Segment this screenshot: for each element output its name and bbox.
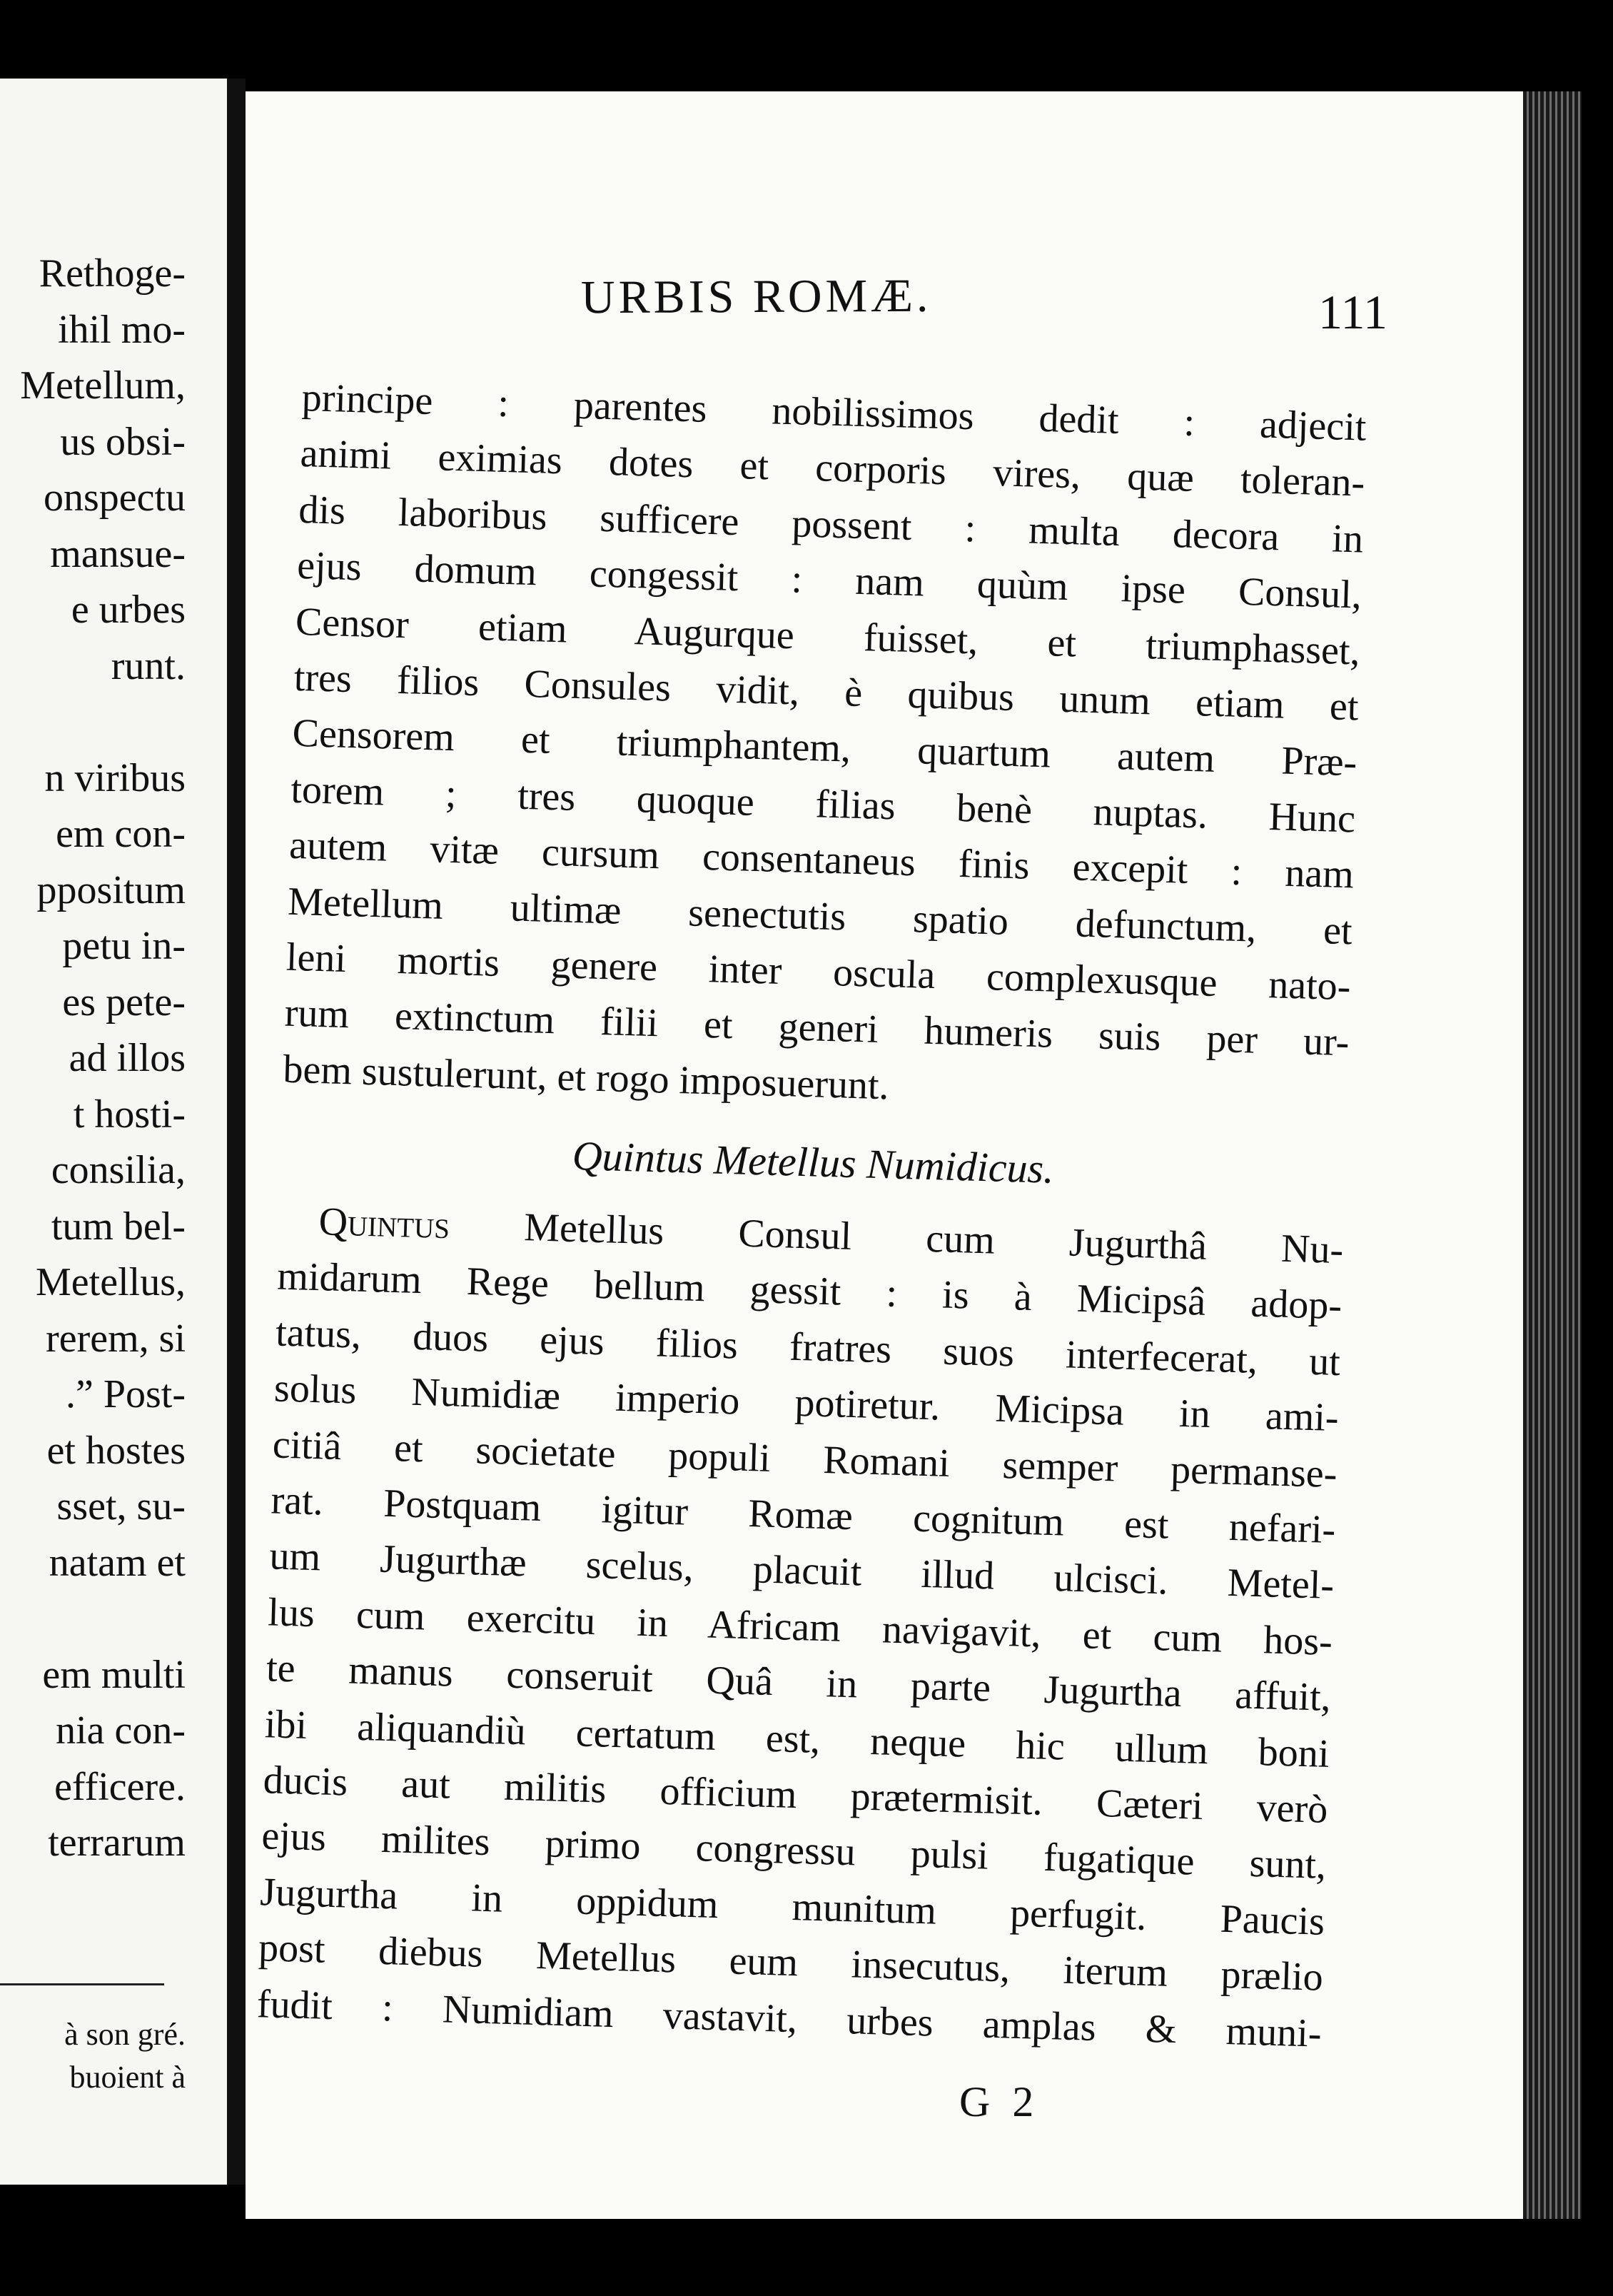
text-line: runt. (111, 643, 186, 688)
text-line: autem vitæ cursum consentaneus finis excepit : nam (288, 822, 1355, 897)
text-line: dis laboribus sufficere possent : multa decora in (298, 487, 1364, 562)
current-page (246, 91, 1523, 2219)
text-line: consilia, (51, 1148, 186, 1192)
text-line: em con- (56, 812, 186, 856)
text-line: efficere. (54, 1764, 186, 1809)
text-line (0, 694, 186, 750)
text-line: t hosti- (73, 1092, 186, 1137)
text-line: um Jugurthæ scelus, placuit illud ulcisci. Metel- (268, 1534, 1335, 1608)
text-line: citiâ et societate populi Romani semper permanse- (272, 1422, 1338, 1496)
text-line: sset, su- (56, 1484, 186, 1529)
page-body (256, 370, 1367, 2062)
text-line: midarum Rege bellum gessit : is à Micipsâ adop- (276, 1254, 1343, 1329)
text-line: principe : parentes nobilissimos dedit : adjecit (301, 375, 1367, 450)
text-line: et hostes (46, 1428, 186, 1473)
text-line: leni mortis genere inter oscula complexusque nato- (285, 935, 1352, 1009)
paragraph-1 (283, 370, 1367, 1127)
text-line: us obsi- (60, 419, 186, 464)
text-line: em multi (42, 1652, 186, 1697)
text-line: ducis aut militis officium prætermisit. Cæteri verò (262, 1758, 1329, 1832)
text-line: tatus, duos ejus filios fratres suos interfecerat, ut (275, 1310, 1341, 1384)
text-line: ad illos (69, 1036, 186, 1080)
text-line: Metellus, (36, 1260, 186, 1304)
text-line: rerem, si (46, 1316, 186, 1361)
text-line: mansue- (50, 531, 186, 576)
text-line: onspectu (43, 475, 186, 520)
signature-mark: G 2 (959, 2078, 1040, 2125)
footnote-rule (0, 1983, 164, 1985)
page-block-edge (1523, 91, 1582, 2219)
text-line: rat. Postquam igitur Romæ cognitum est nefari- (270, 1478, 1337, 1553)
text-line: à son gré. (64, 2017, 186, 2052)
text-line: bem sustulerunt, et rogo imposuerunt. (282, 1047, 890, 1109)
running-head: URBIS ROMÆ. (580, 269, 932, 324)
text-line: ibi aliquandiù certatum est, neque hic ullum boni (264, 1701, 1330, 1776)
text-line: nia con- (56, 1708, 186, 1753)
text-line: tres filios Consules vidit, è quibus unum etiam et (293, 655, 1360, 730)
text-line: animi eximias dotes et corporis vires, quæ toleran- (299, 431, 1366, 505)
previous-page-footnotes (0, 2013, 186, 2099)
previous-page-fragment (0, 79, 231, 2185)
text-line: solus Numidiæ imperio potiretur. Micipsa in ami- (273, 1366, 1340, 1441)
text-line: ppositum (36, 867, 186, 912)
text-line: post diebus Metellus eum insecutus, iterum prælio (258, 1925, 1324, 2000)
text-line: es pete- (62, 980, 186, 1024)
text-line: Metellum ultimæ senectutis spatio defunctum, et (287, 879, 1353, 953)
first-line-rest: Metellus Consul cum Jugurthâ Nu- (449, 1203, 1344, 1273)
text-line: .” Post- (66, 1372, 186, 1416)
paragraph-2 (256, 1249, 1343, 2062)
page-number: 111 (1318, 285, 1387, 339)
drop-word: Quintus (318, 1199, 450, 1248)
text-line: torem ; tres quoque filias benè nuptas. Hunc (290, 767, 1356, 842)
text-line: ejus milites primo congressu pulsi fugatique sunt, (261, 1813, 1327, 1888)
text-line: buoient à (69, 2060, 186, 2095)
text-line: Jugurtha in oppidum munitum perfugit. Paucis (259, 1869, 1325, 1944)
text-line: te manus conseruit Quâ in parte Jugurtha affuit, (266, 1646, 1332, 1721)
text-line (0, 1591, 186, 1647)
text-line: lus cum exercitu in Africam navigavit, et cum hos- (267, 1590, 1333, 1664)
text-line: Metellum, (20, 363, 186, 408)
section-title: Quintus Metellus Numidicus. (571, 1132, 1055, 1192)
text-line: ejus domum congessit : nam quùm ipse Consul, (296, 543, 1362, 618)
text-line: rum extinctum filii et generi humeris suis per ur- (283, 990, 1350, 1065)
text-line: terrarum (48, 1821, 186, 1865)
previous-page-text (0, 246, 186, 1871)
text-line: ihil mo- (58, 307, 186, 352)
text-line: n viribus (44, 755, 186, 800)
text-line: tum bel- (51, 1204, 186, 1249)
text-line: Censorem et triumphantem, quartum autem Præ- (291, 711, 1358, 785)
text-line: petu in- (62, 924, 186, 968)
text-line: fudit : Numidiam vastavit, urbes amplas & muni- (256, 1981, 1323, 2056)
text-line: Rethoge- (39, 251, 186, 296)
text-line: natam et (49, 1540, 186, 1585)
text-line: e urbes (71, 588, 186, 632)
book-gutter (227, 79, 246, 2185)
text-line: Censor etiam Augurque fuisset, et triumphasset, (295, 599, 1361, 674)
